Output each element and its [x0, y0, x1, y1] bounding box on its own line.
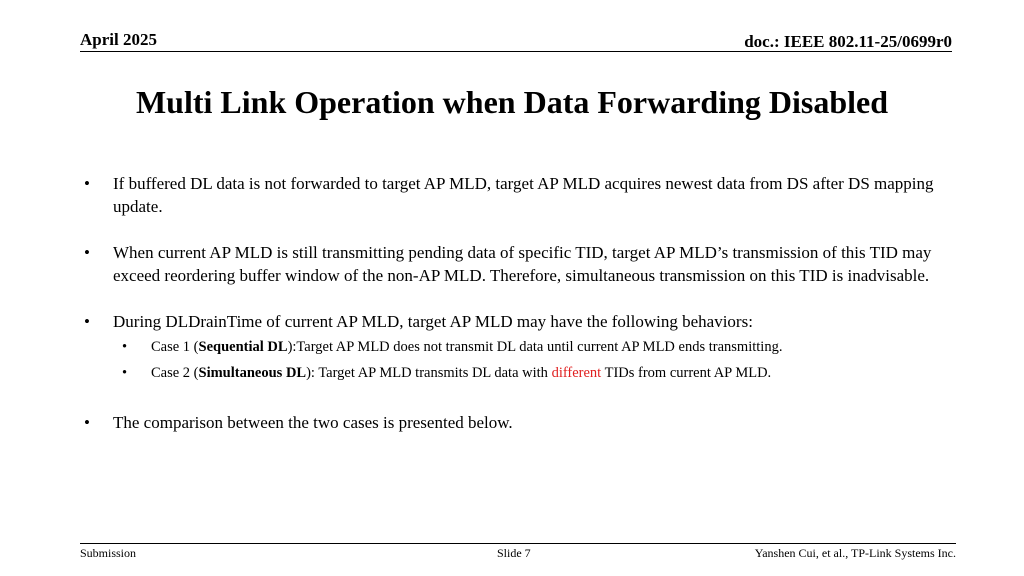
header-divider — [80, 51, 952, 52]
bullet-item — [84, 241, 954, 287]
bullet-icon: • — [84, 174, 90, 193]
slide-title: Multi Link Operation when Data Forwarding Disabled — [135, 84, 889, 120]
header-date: April 2025 — [80, 30, 157, 49]
sub-bullet-bold: Simultaneous DL — [198, 365, 307, 381]
bullet-icon: • — [122, 339, 128, 355]
sub-bullet-list — [84, 337, 954, 383]
bullet-item — [84, 172, 954, 218]
footer-divider — [80, 543, 956, 544]
bullet-item — [84, 310, 954, 333]
sub-bullet-bold: Sequential DL — [198, 339, 288, 355]
slide-body — [84, 172, 954, 457]
sub-bullet-middle: ): Target AP MLD transmits DL data with — [306, 365, 552, 381]
header-doc-id: doc.: IEEE 802.11-25/0699r0 — [744, 32, 952, 51]
footer-author: Yanshen Cui, et al., TP-Link Systems Inc. — [754, 546, 956, 560]
footer-slide-number: Slide 7 — [497, 546, 531, 560]
bullet-text: During DLDrainTime of current AP MLD, target AP MLD may have the following behaviors: — [113, 312, 753, 331]
bullet-text: The comparison between the two cases is presented below. — [113, 413, 513, 432]
bullet-text: If buffered DL data is not forwarded to target AP MLD, target AP MLD acquires newest data from DS after DS mapping update. — [113, 174, 934, 216]
sub-bullet-suffix: TIDs from current AP MLD. — [601, 365, 772, 381]
sub-bullet-item — [113, 337, 954, 357]
sub-bullet-item — [113, 363, 954, 383]
bullet-icon: • — [122, 365, 128, 381]
bullet-item — [84, 411, 954, 434]
bullet-text: When current AP MLD is still transmitting pending data of specific TID, target AP MLD’s transmission of this TID may exceed reordering buffer window of the non-AP MLD. Therefore, simultaneous transmission on this TID is inadvisable. — [113, 243, 932, 285]
bullet-icon: • — [84, 312, 90, 331]
sub-bullet-prefix: Case 1 ( — [151, 339, 199, 355]
footer-submission: Submission — [80, 546, 137, 560]
sub-bullet-prefix: Case 2 ( — [151, 365, 199, 381]
bullet-icon: • — [84, 243, 90, 262]
bullet-icon: • — [84, 413, 90, 432]
sub-bullet-highlight: different — [551, 365, 602, 381]
sub-bullet-suffix: ):Target AP MLD does not transmit DL data until current AP MLD ends transmitting. — [287, 339, 783, 355]
